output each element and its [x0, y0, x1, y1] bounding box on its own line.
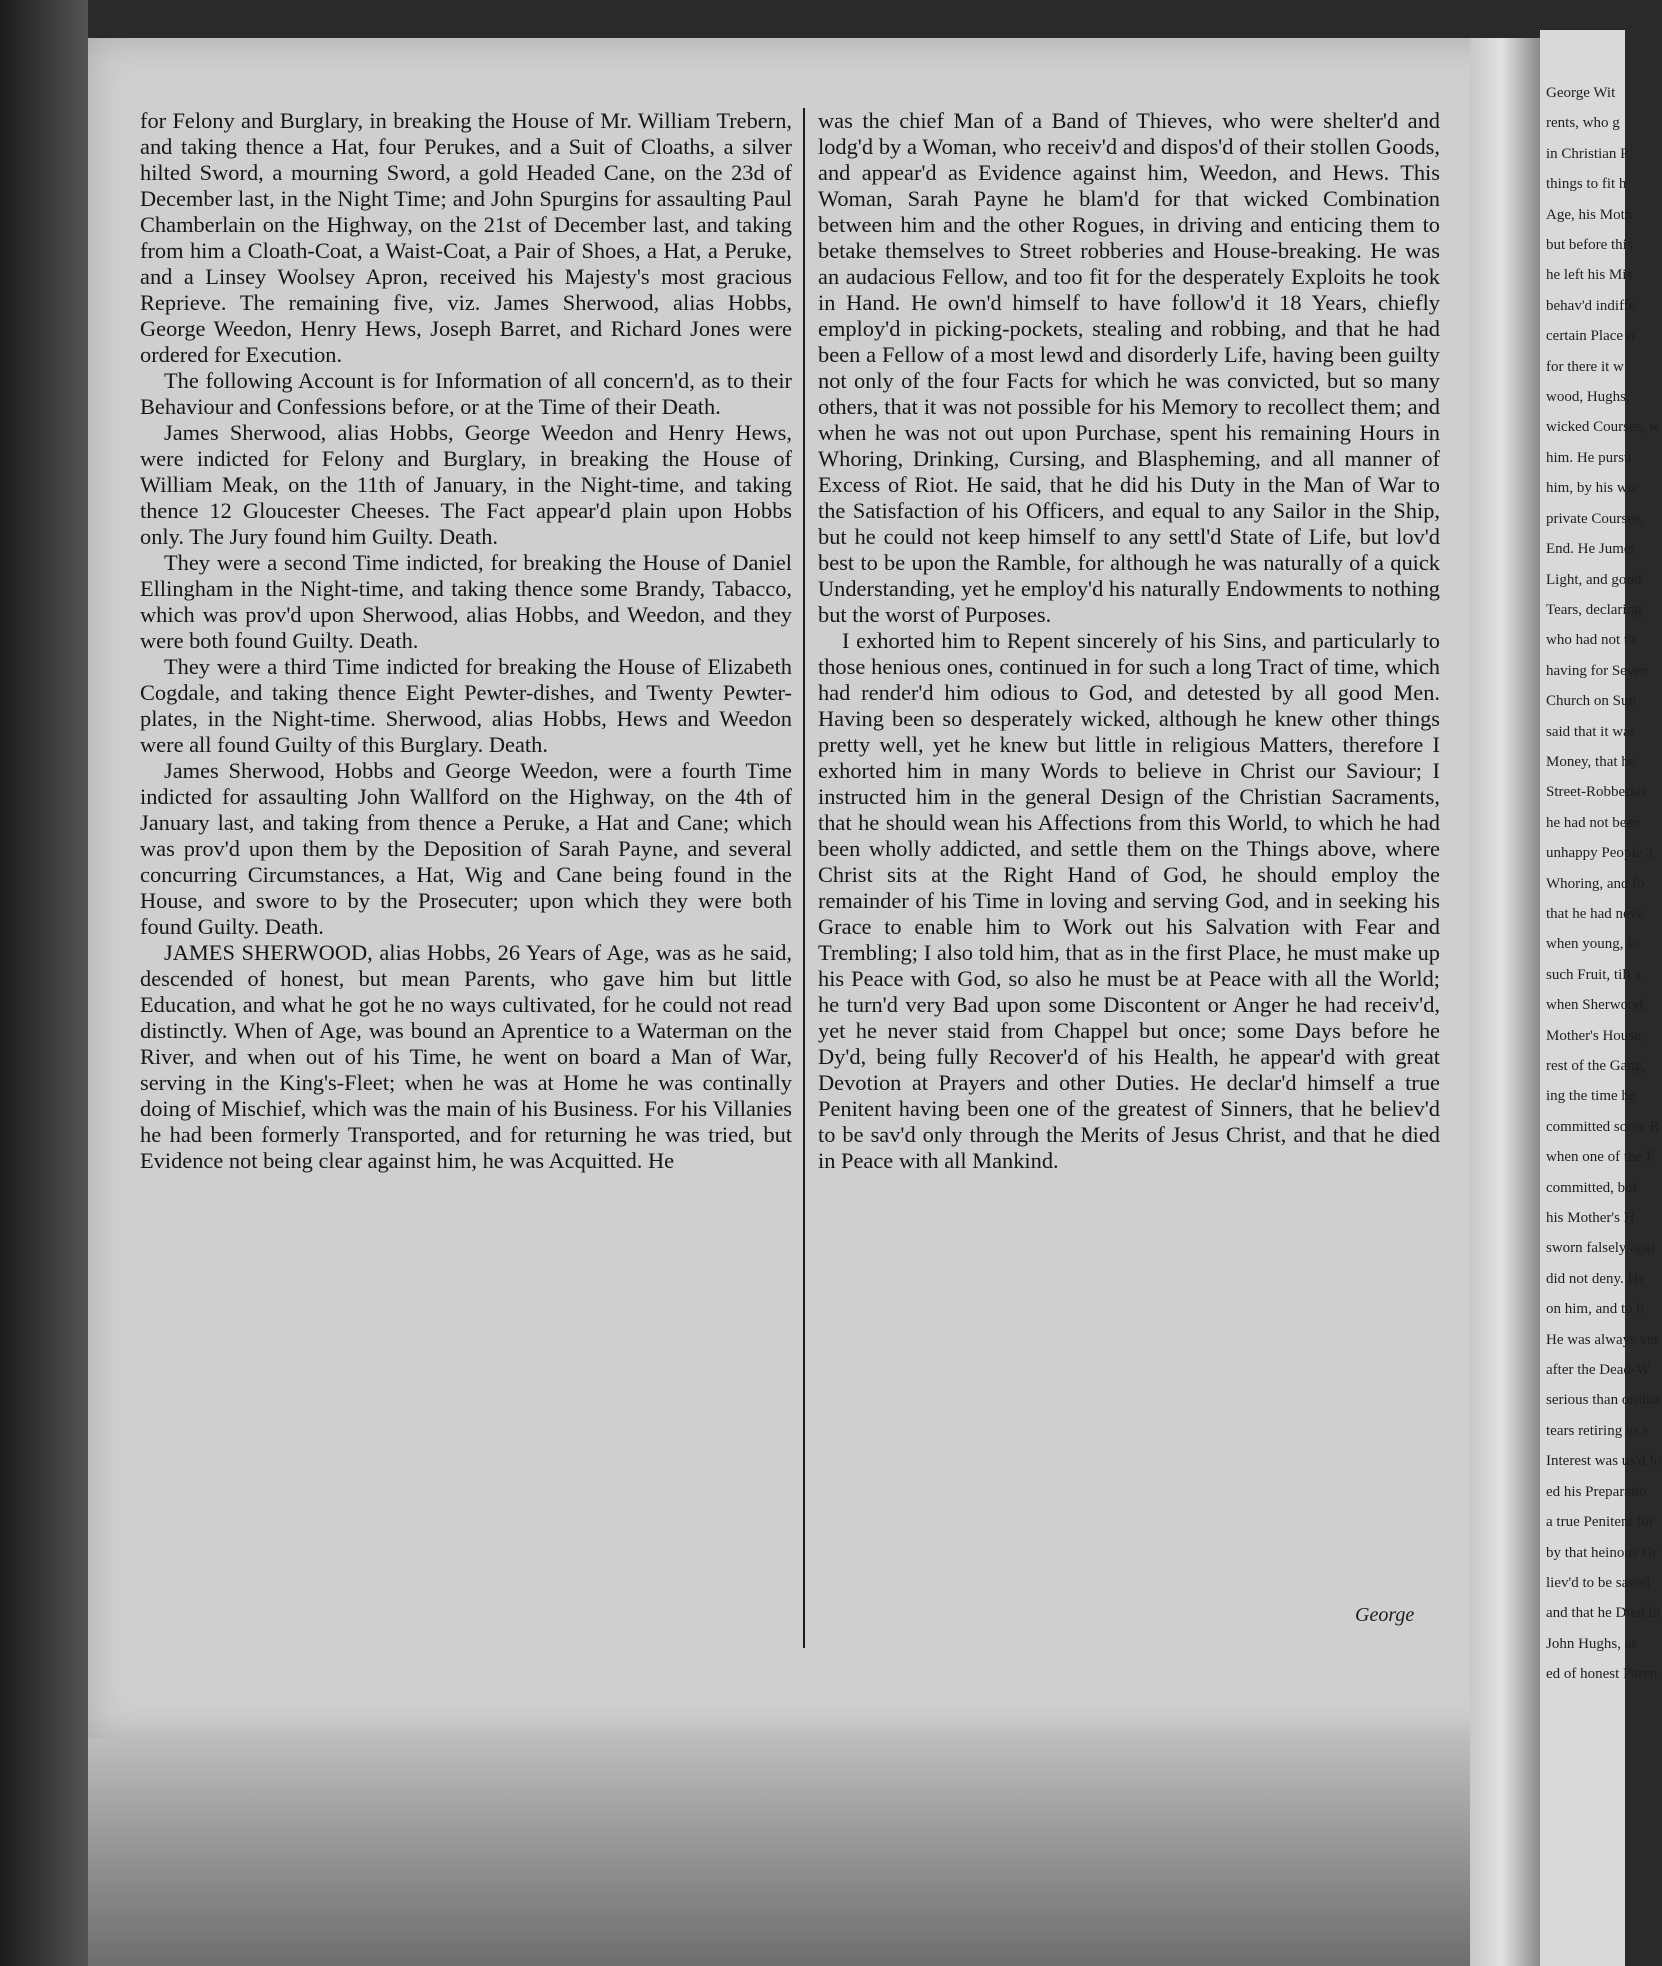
facing-page-line: End. He Jumer: [1546, 541, 1636, 558]
facing-page-line: Mother's House,: [1546, 1027, 1645, 1044]
paragraph: They were a third Time indicted for breaking the House of Elizabeth Cogdale, and taking thence Eight Pewter-dishes, and Twenty Pewter-plates, in the Night-time. Sherwood, alias Hobbs, Hews and Weedon were all found Guilty of this Burglary. Death.: [140, 654, 792, 757]
facing-page-line: when Sherwood,: [1546, 997, 1647, 1014]
facing-page-line: things to fit h: [1546, 176, 1627, 193]
right-column: [818, 108, 1440, 1174]
facing-page-line: he left his Mis: [1546, 267, 1633, 284]
facing-page-line: did not deny. He: [1546, 1270, 1646, 1287]
facing-page-line: Money, that he: [1546, 753, 1636, 770]
facing-page-line: on him, and to h: [1546, 1301, 1644, 1318]
facing-page-line: said that it was: [1546, 723, 1636, 740]
facing-page-line: ed his Preparatio: [1546, 1483, 1647, 1500]
left-column: [140, 108, 792, 1174]
facing-page-line: by that heinous Or: [1546, 1544, 1658, 1561]
facing-page-line: Interest was us'd fo: [1546, 1453, 1662, 1470]
facing-page-line: unhappy People a: [1546, 845, 1653, 862]
facing-page-line: wicked Courses, w: [1546, 419, 1660, 436]
facing-page-line: Age, his Moth: [1546, 206, 1633, 223]
facing-page-line: Whoring, and fo: [1546, 875, 1645, 892]
paragraph: for Felony and Burglary, in breaking the House of Mr. William Trebern, and taking thence a Hat, four Perukes, and a Suit of Cloaths, a silver hilted Sword, a mourning Sword, a gold Headed Cane, on the 23d of December last, in the Night Time; and John Spurgins for assaulting Paul Chamberlain on the Highway, on the 21st of December last, and taking from him a Cloath-Coat, a Waist-Coat, a Pair of Shoes, a Hat, a Peruke, and a Linsey Woolsey Apron, received his Majesty's most gracious Reprieve. The remaining five, viz. James Sherwood, alias Hobbs, George Weedon, Henry Hews, Joseph Barret, and Richard Jones were ordered for Execution.: [140, 108, 792, 367]
page-bottom-edges: [88, 1738, 1528, 1966]
facing-page-line: having for Seven: [1546, 662, 1649, 679]
facing-page-line: when one of the F: [1546, 1149, 1655, 1166]
facing-page-line: his Mother's H: [1546, 1210, 1635, 1227]
facing-page-line: that he had neve: [1546, 905, 1644, 922]
facing-page-line: Street-Robberies: [1546, 784, 1647, 801]
facing-page-line: tears retiring to a: [1546, 1422, 1649, 1439]
facing-page-line: committed some R: [1546, 1118, 1660, 1135]
facing-page-line: he had not been: [1546, 814, 1641, 831]
facing-page-line: ing the time he: [1546, 1088, 1636, 1105]
facing-page-line: rents, who g: [1546, 115, 1620, 132]
page-gutter-curl: [1470, 38, 1540, 1966]
paragraph: James Sherwood, Hobbs and George Weedon, were a fourth Time indicted for assaulting John Wallford on the Highway, on the 4th of January last, and taking from thence a Peruke, a Hat and Cane; which was prov'd upon them by the Deposition of Sarah Payne, and several concurring Circumstances, a Hat, Wig and Cane being found in the House, and swore to by the Prosecuter; upon which they were both found Guilty. Death.: [140, 758, 792, 939]
facing-page-line: Church on Sun: [1546, 693, 1636, 710]
facing-page-line: Tears, declaring: [1546, 601, 1642, 618]
facing-page-text: [1546, 78, 1662, 1690]
paragraph: They were a second Time indicted, for breaking the House of Daniel Ellingham in the Night-time, and taking thence some Brandy, Tabacco, which was prov'd upon Sherwood, alias Hobbs, and Weedon, and they were both found Guilty. Death.: [140, 550, 792, 653]
facing-page-line: in Christian P: [1546, 145, 1629, 162]
column-rule: [803, 108, 805, 1648]
facing-page-line: and that he Died in: [1546, 1605, 1661, 1622]
facing-page-line: him, by his wic: [1546, 480, 1639, 497]
book-spine-edge: [0, 0, 88, 1966]
facing-page-line: a true Penitent for: [1546, 1514, 1654, 1531]
facing-page-line: He was always ver: [1546, 1331, 1659, 1348]
catchword: George: [1355, 1604, 1415, 1626]
facing-page-line: rest of the Gang,: [1546, 1058, 1646, 1074]
paragraph: JAMES SHERWOOD, alias Hobbs, 26 Years of Age, was as he said, descended of honest, but mean Parents, who gave him but little Education, and what he got he no ways cultivated, for he could not read distinctly. When of Age, was bound an Aprentice to a Waterman on the River, and when out of his Time, he went on board a Man of War, serving in the King's-Fleet; when he was at Home he was continally doing of Mischief, which was the main of his Business. For his Villanies he had been formerly Transported, and for returning he was tried, but Evidence not being clear against him, he was Acquitted. He: [140, 940, 792, 1173]
paragraph: I exhorted him to Repent sincerely of his Sins, and particularly to those henious ones, continued in for such a long Tract of time, which had render'd him odious to God, and detested by all good Men. Having been so desperately wicked, although he knew other things pretty well, yet he knew but little in religious Matters, therefore I exhorted him in many Words to believe in Christ our Saviour; I instructed him in the general Design of the Christian Sacraments, that he should wean his Affections from this World, to which he had been wholly addicted, and settle them on the Things above, where Christ sits at the Right Hand of God, he should employ the remainder of his Time in loving and serving God, and in seeking his Grace to enable him to Work out his Salvation with Fear and Trembling; I also told him, that as in the first Place, he must make up his Peace with God, so also he must be at Peace with all the World; he turn'd very Bad upon some Discontent or Anger he had receiv'd, yet he never staid from Chappel but once; some Days before he Dy'd, being fully Recover'd of his Health, he appear'd with great Devotion at Prayers and other Duties. He declar'd himself a true Penitent having been one of the greatest of Sinners, that he believ'd to be sav'd only through the Merits of Jesus Christ, and that he died in Peace with all Mankind.: [818, 628, 1440, 1173]
paragraph: The following Account is for Information of all concern'd, as to their Behaviour and Confessions before, or at the Time of their Death.: [140, 368, 792, 419]
facing-page-line: such Fruit, till a: [1546, 966, 1641, 983]
facing-page-line: committed, but: [1546, 1179, 1637, 1196]
facing-page-line: private Courses,: [1546, 510, 1644, 527]
facing-page-line: serious than ordina: [1546, 1392, 1661, 1409]
facing-page-line: when young, fo: [1546, 936, 1640, 953]
facing-page-line: for there it w: [1546, 358, 1624, 375]
facing-page-line: after the Dead-W: [1546, 1362, 1651, 1379]
facing-page-fragment: [1540, 30, 1662, 1966]
facing-page-line: sworn falsely agai: [1546, 1240, 1656, 1257]
paragraph: was the chief Man of a Band of Thieves, who were shelter'd and lodg'd by a Woman, who receiv'd and dispos'd of their stollen Goods, and appear'd as Evidence against him, Weedon, and Hews. This Woman, Sarah Payne he blam'd for that wicked Combination between him and the other Rogues, in driving and enticing them to betake themselves to Street robberies and House-breaking. He was an audacious Fellow, and too fit for the desperately Exploits he took in Hand. He own'd himself to have follow'd it 18 Years, chiefly employ'd in picking-pockets, stealing and robbing, and that he had been a Fellow of a most lewd and disorderly Life, having been guilty not only of the four Facts for which he was convicted, but so many others, that it was not possible for his Memory to recollect them; and when he was not out upon Purchase, spent his remaining Hours in Whoring, Drinking, Cursing, and Blaspheming, and all manner of Excess of Riot. He said, that he did his Duty in the Man of War to the Satisfaction of his Officers, and equal to any Sailor in the Ship, but he could not keep himself to any settl'd State of Life, but lov'd best to be upon the Ramble, for although he was naturally of a quick Understanding, yet he employ'd his naturally Endowments to nothing but the worst of Purposes.: [818, 108, 1440, 627]
facing-page-line: behav'd indiffe: [1546, 297, 1636, 314]
facing-page-line: liev'd to be saved: [1546, 1574, 1650, 1591]
facing-page-line: but before this: [1546, 237, 1633, 254]
facing-page-line: him. He pursu: [1546, 449, 1632, 466]
facing-page-line: ed of honest Paren: [1546, 1666, 1658, 1683]
facing-page-line: George Wit: [1546, 85, 1616, 101]
paragraph: James Sherwood, alias Hobbs, George Weedon and Henry Hews, were indicted for Felony and Burglary, in breaking the House of William Meak, on the 11th of January, in the Night-time, and taking thence 12 Gloucester Cheeses. The Fact appear'd plain upon Hobbs only. The Jury found him Guilty. Death.: [140, 420, 792, 549]
facing-page-line: who had not th: [1546, 632, 1636, 649]
facing-page-line: John Hughs, as: [1546, 1635, 1638, 1652]
facing-page-line: certain Place o: [1546, 328, 1635, 345]
facing-page-line: Light, and good: [1546, 571, 1642, 588]
facing-page-line: wood, Hughs,: [1546, 389, 1630, 406]
